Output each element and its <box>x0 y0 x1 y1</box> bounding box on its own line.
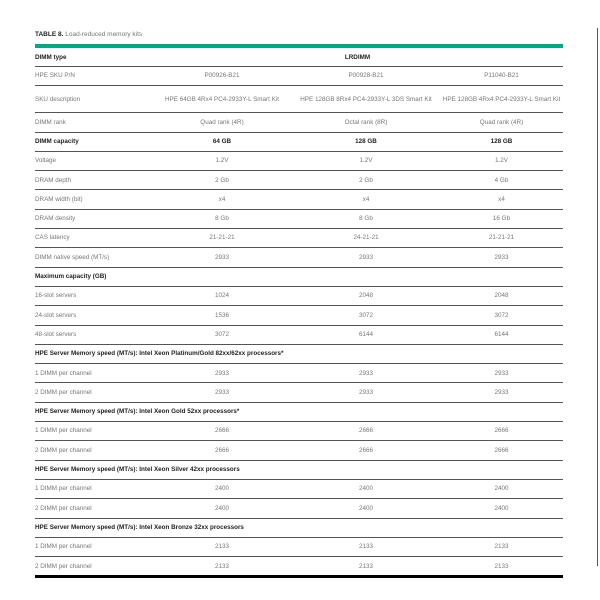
row-label: DRAM density <box>35 209 152 228</box>
row-label: 2 DIMM per channel <box>35 441 152 460</box>
row-label: DIMM capacity <box>35 132 152 151</box>
row-label: 1 DIMM per channel <box>35 422 152 441</box>
memory-kits-table <box>35 49 563 578</box>
table-row <box>35 190 563 209</box>
cell-value: 2 Gb <box>292 171 440 190</box>
table-row <box>35 422 563 441</box>
cell-value: 2933 <box>152 248 292 267</box>
row-label: 16-slot servers <box>35 286 152 305</box>
row-label: 2 DIMM per channel <box>35 499 152 518</box>
cell-value: x4 <box>292 190 440 209</box>
cell-value: 2400 <box>292 499 440 518</box>
cell-value: 2933 <box>152 364 292 383</box>
section-max-capacity <box>35 267 563 286</box>
section-memory-speed <box>35 344 563 363</box>
cell-value: 2133 <box>440 557 563 577</box>
cell-value: HPE 128GB 8Rx4 PC4-2933Y-L 3DS Smart Kit <box>292 86 440 113</box>
cell-value: 2933 <box>440 383 563 402</box>
cell-value: 2666 <box>152 422 292 441</box>
cell-value: 2048 <box>292 286 440 305</box>
row-label: 1 DIMM per channel <box>35 364 152 383</box>
row-label: 2 DIMM per channel <box>35 557 152 577</box>
cell-value: Octal rank (8R) <box>292 113 440 132</box>
cell-value: 1.2V <box>440 151 563 170</box>
table-row <box>35 113 563 132</box>
row-label: DIMM rank <box>35 113 152 132</box>
cell-value: HPE 64GB 4Rx4 PC4-2933Y-L Smart Kit <box>152 86 292 113</box>
section-memory-speed <box>35 460 563 479</box>
cell-value: 2133 <box>292 557 440 577</box>
section-title: Maximum capacity (GB) <box>35 267 563 286</box>
cell-value: 2933 <box>292 248 440 267</box>
cell-value: 4 Gb <box>440 171 563 190</box>
cell-value: 3072 <box>152 325 292 344</box>
cell-value: x4 <box>440 190 563 209</box>
section-title: HPE Server Memory speed (MT/s): Intel Xeon Bronze 32xx processors <box>35 518 563 537</box>
cell-value: 2933 <box>440 248 563 267</box>
row-label: 1 DIMM per channel <box>35 537 152 556</box>
row-label: DRAM depth <box>35 171 152 190</box>
row-label: 48-slot servers <box>35 325 152 344</box>
section-memory-speed <box>35 518 563 537</box>
table-row <box>35 286 563 305</box>
row-label: CAS latency <box>35 229 152 248</box>
cell-value: 2666 <box>440 441 563 460</box>
cell-value: 8 Gb <box>152 209 292 228</box>
header-group: LRDIMM <box>152 49 563 67</box>
table-row <box>35 209 563 228</box>
cell-value: 2 Gb <box>152 171 292 190</box>
table-title: Load-reduced memory kits <box>65 31 143 38</box>
row-label: 2 DIMM per channel <box>35 383 152 402</box>
row-label: Voltage <box>35 151 152 170</box>
header-row <box>35 49 563 67</box>
cell-value: 2666 <box>292 441 440 460</box>
row-label: DIMM native speed (MT/s) <box>35 248 152 267</box>
row-label: DRAM width (bit) <box>35 190 152 209</box>
table-row <box>35 248 563 267</box>
page-margin-rule <box>597 28 598 566</box>
section-title: HPE Server Memory speed (MT/s): Intel Xeon Gold 52xx processors* <box>35 402 563 421</box>
cell-value: 64 GB <box>152 132 292 151</box>
table-row <box>35 132 563 151</box>
cell-value: 2400 <box>292 479 440 498</box>
table-row <box>35 86 563 113</box>
cell-value: 1024 <box>152 286 292 305</box>
cell-value: 1.2V <box>292 151 440 170</box>
cell-value: 2400 <box>440 479 563 498</box>
cell-value: P00928-B21 <box>292 67 440 86</box>
cell-value: 2666 <box>292 422 440 441</box>
cell-value: 6144 <box>440 325 563 344</box>
table-number: TABLE 8. <box>35 31 64 38</box>
row-label: HPE SKU P/N <box>35 67 152 86</box>
table-row <box>35 383 563 402</box>
table-row <box>35 537 563 556</box>
table-row <box>35 557 563 577</box>
cell-value: P00926-B21 <box>152 67 292 86</box>
cell-value: 2133 <box>152 537 292 556</box>
cell-value: 3072 <box>292 306 440 325</box>
cell-value: 21-21-21 <box>152 229 292 248</box>
cell-value: 2666 <box>440 422 563 441</box>
cell-value: 1.2V <box>152 151 292 170</box>
cell-value: 2133 <box>440 537 563 556</box>
table-row <box>35 441 563 460</box>
cell-value: 2933 <box>292 364 440 383</box>
cell-value: Quad rank (4R) <box>152 113 292 132</box>
cell-value: P11040-B21 <box>440 67 563 86</box>
cell-value: 2400 <box>440 499 563 518</box>
table-row <box>35 325 563 344</box>
accent-bar <box>35 44 563 48</box>
cell-value: 21-21-21 <box>440 229 563 248</box>
table-row <box>35 306 563 325</box>
cell-value: 2933 <box>152 383 292 402</box>
cell-value: 128 GB <box>440 132 563 151</box>
cell-value: 2400 <box>152 479 292 498</box>
cell-value: 2400 <box>152 499 292 518</box>
cell-value: 1536 <box>152 306 292 325</box>
header-label: DIMM type <box>35 49 152 67</box>
cell-value: 8 Gb <box>292 209 440 228</box>
table-row <box>35 229 563 248</box>
row-label: 24-slot servers <box>35 306 152 325</box>
row-label: SKU description <box>35 86 152 113</box>
table-row <box>35 67 563 86</box>
cell-value: 2666 <box>152 441 292 460</box>
cell-value: x4 <box>152 190 292 209</box>
section-memory-speed <box>35 402 563 421</box>
table-row <box>35 479 563 498</box>
table-row <box>35 364 563 383</box>
cell-value: 2933 <box>292 383 440 402</box>
table-caption <box>35 31 142 38</box>
row-label: 1 DIMM per channel <box>35 479 152 498</box>
cell-value: 2048 <box>440 286 563 305</box>
table-row <box>35 151 563 170</box>
cell-value: 24-21-21 <box>292 229 440 248</box>
cell-value: 2133 <box>292 537 440 556</box>
cell-value: 128 GB <box>292 132 440 151</box>
section-title: HPE Server Memory speed (MT/s): Intel Xeon Silver 42xx processors <box>35 460 563 479</box>
cell-value: 2133 <box>152 557 292 577</box>
table-row <box>35 171 563 190</box>
cell-value: 3072 <box>440 306 563 325</box>
cell-value: Quad rank (4R) <box>440 113 563 132</box>
cell-value: 2933 <box>440 364 563 383</box>
cell-value: HPE 128GB 4Rx4 PC4-2933Y-L Smart Kit <box>440 86 563 113</box>
cell-value: 16 Gb <box>440 209 563 228</box>
table-row <box>35 499 563 518</box>
section-title: HPE Server Memory speed (MT/s): Intel Xeon Platinum/Gold 82xx/62xx processors* <box>35 344 563 363</box>
cell-value: 6144 <box>292 325 440 344</box>
